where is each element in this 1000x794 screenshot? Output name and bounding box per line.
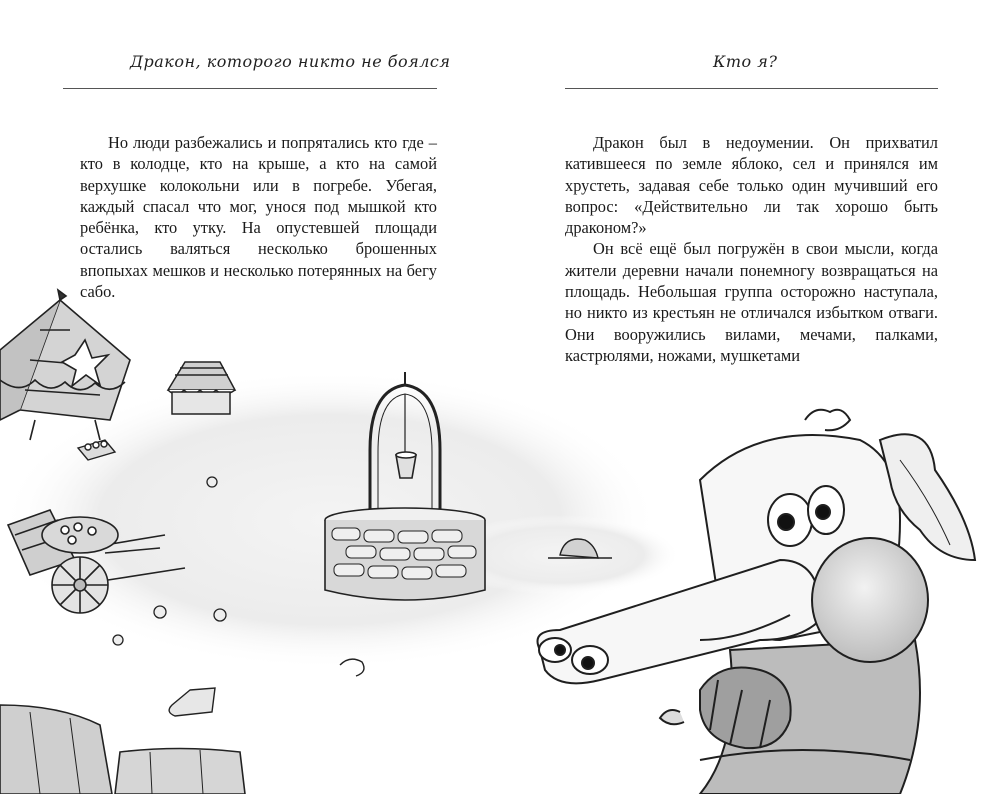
- body-text: [80, 132, 437, 302]
- paragraph: Он всё ещё был погружён в свои мысли, когда жители деревни начали понемногу возвращаться на площадь. Небольшая группа осторожно наступала, но никто из крестьян не отличался избытком отваги. Они вооружились вилами, мечами, палками, кастрюлями, ножами, мушкетами: [565, 239, 938, 365]
- header-rule: [565, 88, 938, 89]
- paragraph: Дракон был в недоумении. Он прихватил катившееся по земле яблоко, сел и принялся им хрустеть, задавая себе только один мучивший его вопрос: «Действительно ли так хорошо быть драконом?»: [565, 133, 938, 238]
- right-page: [500, 0, 1000, 794]
- header-rule: [63, 88, 437, 89]
- paragraph: Но люди разбежались и попрятались кто где – кто в колодце, кто на крыше, а кто на самой верхушке колокольни или в погребе. Убегая, каждый спасал что мог, унося под мышкой кто ребёнка, кто утку. На опустевшей площади остались валяться несколько брошенных впопыхах мешков и несколько потерянных на бегу сабо.: [80, 133, 437, 302]
- running-head: Кто я?: [713, 52, 778, 71]
- body-text: [565, 132, 938, 366]
- running-head: Дракон, которого никто не боялся: [130, 52, 451, 71]
